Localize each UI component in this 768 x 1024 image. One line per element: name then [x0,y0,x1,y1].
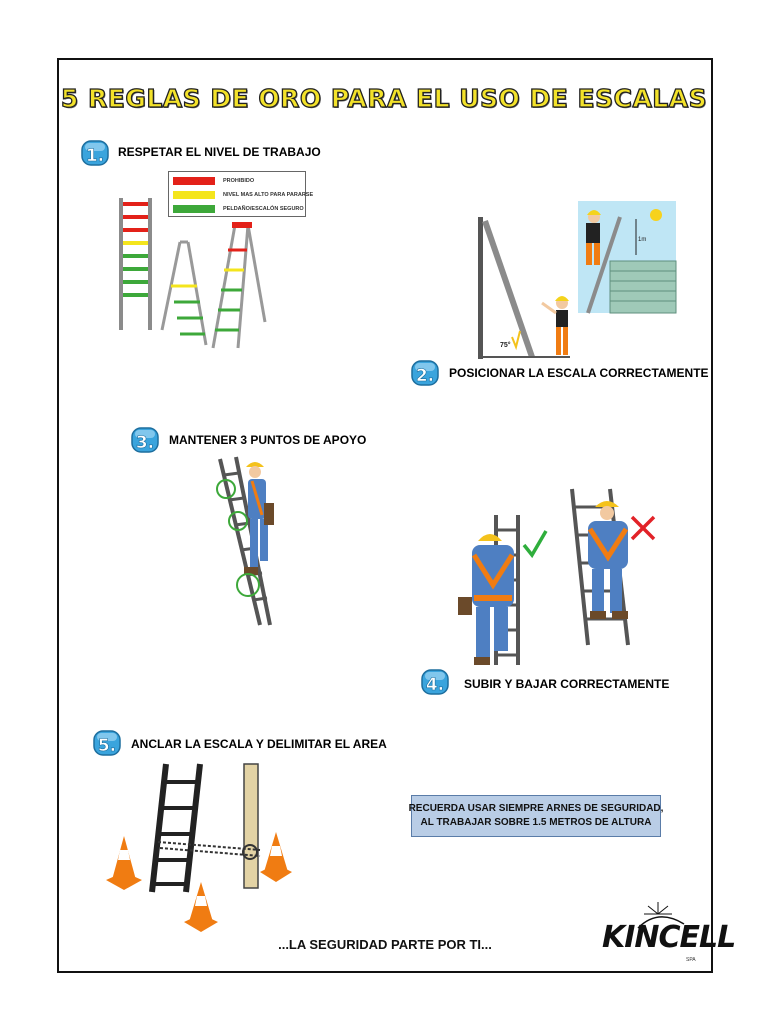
three-points-climber-illustration [210,455,295,630]
badge-5-icon [92,728,122,758]
worker-ground-icon [542,296,569,355]
svg-text:3.: 3. [135,433,155,453]
legend-row-prohibido [173,176,303,186]
badge-1-icon [80,138,110,168]
legend-swatch-red [173,177,215,185]
cross-icon [632,517,654,539]
rule-2-label: POSICIONAR LA ESCALA CORRECTAMENTE [449,366,709,380]
legend-label: PELDAÑO/ESCALÓN SEGURO [223,206,304,212]
traffic-cone-icon [260,832,292,882]
svg-text:2.: 2. [415,366,435,386]
poster-title: 5 REGLAS DE ORO PARA EL USO DE ESCALAS [60,84,708,113]
worker-incorrect-icon [588,501,628,619]
ladders-level-illustration [110,190,280,355]
svg-text:4.: 4. [425,675,445,695]
rule-3-label: MANTENER 3 PUNTOS DE APOYO [169,433,367,447]
footer-slogan: ...LA SEGURIDAD PARTE POR TI... [278,937,492,952]
step-ladder-tall-icon [213,222,265,348]
badge-4-icon [420,667,450,697]
worker-correct-icon [458,534,514,665]
legend-label: NIVEL MAS ALTO PARA PARARSE [223,192,314,198]
svg-text:1.: 1. [85,146,105,166]
badge-3-icon [130,425,160,455]
harness-reminder-box [408,795,664,837]
kincell-logo: KINCELL [602,920,736,955]
height-label: 1m [638,237,647,243]
checkmark-icon [524,531,546,555]
kincell-logo-sub: SPA [686,957,696,963]
legend-label: PROHIBIDO [223,178,255,184]
svg-text:5.: 5. [97,736,117,756]
straight-ladder-icon [119,198,152,330]
ladder-angle-illustration [470,195,680,365]
climb-correctly-illustration [450,485,665,670]
traffic-cone-icon [106,836,142,890]
rule-1-label: RESPETAR EL NIVEL DE TRABAJO [118,145,321,159]
step-ladder-small-icon [162,242,206,345]
angle-label: 75° [500,342,511,349]
badge-2-icon [410,358,440,388]
reminder-line-2: AL TRABAJAR SOBRE 1.5 METROS DE ALTURA [420,817,652,828]
reminder-line-1: RECUERDA USAR SIEMPRE ARNES DE SEGURIDAD, [408,803,664,814]
anchored-ladder-illustration [100,758,300,938]
rule-4-label: SUBIR Y BAJAR CORRECTAMENTE [464,677,670,691]
rule-5-label: ANCLAR LA ESCALA Y DELIMITAR EL AREA [131,737,387,751]
